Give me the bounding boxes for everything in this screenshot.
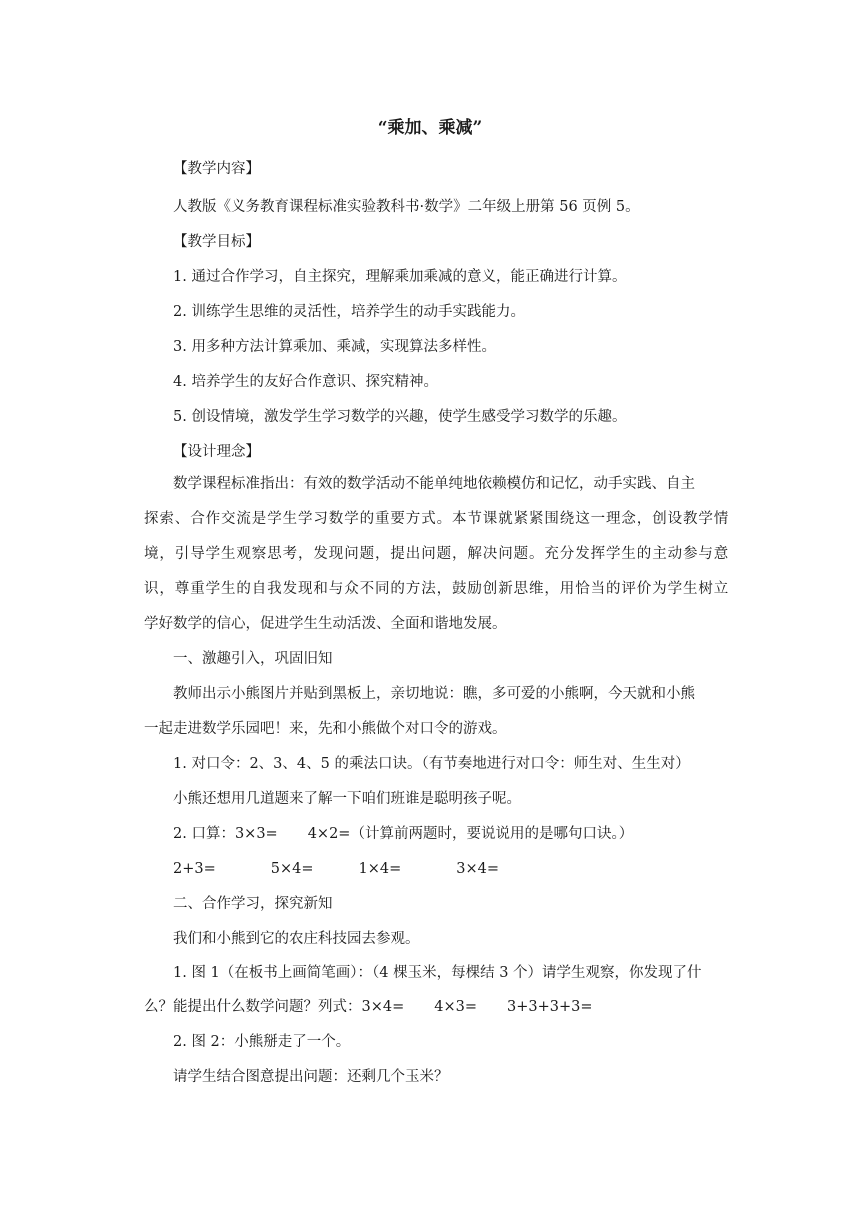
section-heading-content: 【教学内容】 (173, 161, 260, 177)
concept-line-4: 识，尊重学生的自我发现和与众不同的方法，鼓励创新思维，用恰当的评价为学生树立 (144, 581, 730, 597)
part2-item-2: 2. 图 2：小熊掰走了一个。 (173, 1034, 351, 1050)
fig1-question: 么？能提出什么数学问题？列式：3×4= (144, 999, 405, 1015)
goal-item-1: 1. 通过合作学习，自主探究，理解乘加乘减的意义，能正确进行计算。 (173, 269, 627, 285)
goal-item-2: 2. 训练学生思维的灵活性，培养学生的动手实践能力。 (173, 304, 525, 320)
goal-item-5: 5. 创设情境，激发学生学习数学的兴趣，使学生感受学习数学的乐趣。 (173, 409, 627, 425)
section-heading-concept: 【设计理念】 (173, 444, 260, 460)
section-heading-goals: 【教学目标】 (173, 234, 260, 250)
goal-item-3: 3. 用多种方法计算乘加、乘减，实现算法多样性。 (173, 339, 496, 355)
concept-line-2: 探索、合作交流是学生学习数学的重要方式。本节课就紧紧围绕这一理念，创设教学情 (144, 511, 730, 527)
part2-heading: 二、合作学习，探究新知 (173, 896, 333, 912)
part1-item-2 (173, 823, 633, 845)
calc-expr-4: 3×4= (456, 861, 499, 877)
concept-line-5: 学好数学的信心，促进学生生动活泼、全面和谐地发展。 (144, 616, 507, 632)
calc-expr-3: 1×4= (358, 861, 402, 877)
document-title: “乘加、乘减” (377, 118, 483, 138)
oral-calc-expr-2: 4×2=（计算前两题时，要说说用的是哪句口诀。） (307, 826, 634, 842)
fig1-expr-2: 4×3= (434, 999, 477, 1015)
part1-heading: 一、激趣引入，巩固旧知 (173, 651, 333, 667)
concept-line-1: 数学课程标准指出：有效的数学活动不能单纯地依赖模仿和记忆，动手实践、自主 (173, 476, 695, 492)
part2-item-1-line-2 (144, 996, 593, 1018)
goal-item-4: 4. 培养学生的友好合作意识、探究精神。 (173, 374, 438, 390)
part1-intro-line-2: 一起走进数学乐园吧！来，先和小熊做个对口令的游戏。 (144, 721, 507, 737)
fig1-expr-3: 3+3+3+3= (507, 999, 593, 1015)
oral-calc-prefix: 2. 口算：3×3= (173, 826, 278, 842)
part1-item-1: 1. 对口令：2、3、4、5 的乘法口诀。（有节奏地进行对口令：师生对、生生对） (173, 756, 690, 772)
content-text: 人教版《义务教育课程标准实验教科书·数学》二年级上册第 56 页例 5。 (173, 199, 640, 215)
part2-question: 请学生结合图意提出问题：还剩几个玉米？ (173, 1069, 449, 1085)
part1-intro-line-1: 教师出示小熊图片并贴到黑板上，亲切地说：瞧，多可爱的小熊啊，今天就和小熊 (173, 686, 695, 702)
part2-item-1-line-1: 1. 图 1（在板书上画简笔画）：（4 棵玉米，每棵结 3 个）请学生观察，你发现了什 (173, 965, 702, 981)
part1-bear-line: 小熊还想用几道题来了解一下咱们班谁是聪明孩子呢。 (173, 791, 521, 807)
part2-intro: 我们和小熊到它的农庄科技园去参观。 (173, 931, 420, 947)
calc-expr-1: 2+3= (173, 861, 216, 877)
concept-line-3: 境，引导学生观察思考，发现问题，提出问题，解决问题。充分发挥学生的主动参与意 (144, 546, 730, 562)
calc-row (173, 858, 499, 880)
calc-expr-2: 5×4= (270, 861, 314, 877)
